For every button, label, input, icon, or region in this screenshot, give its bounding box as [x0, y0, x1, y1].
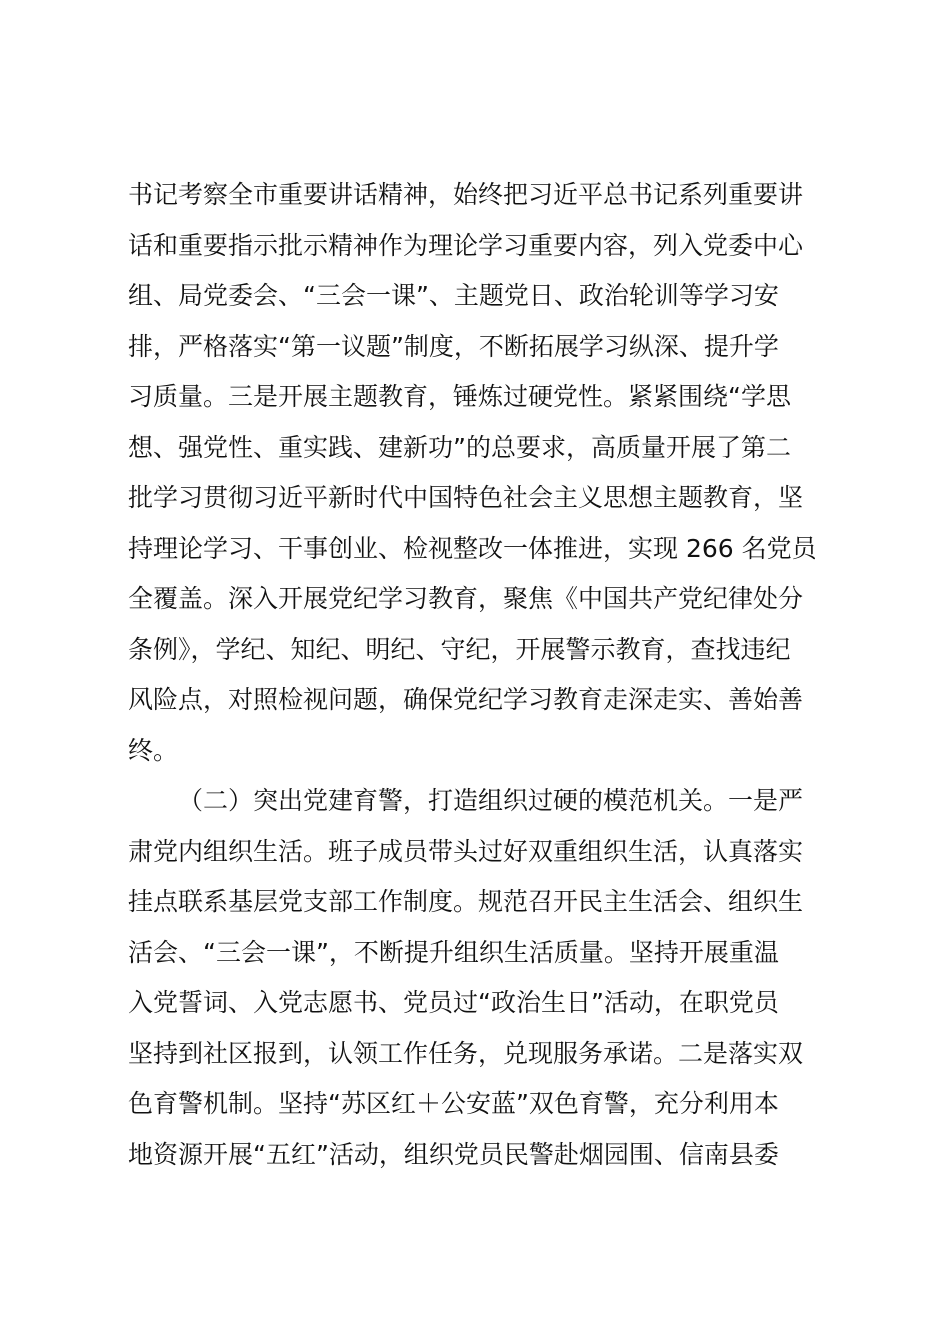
document-body — [128, 170, 833, 1180]
text-line: 肃党内组织生活。班子成员带头过好双重组织生活，认真落实 — [128, 836, 804, 866]
text-line: 条例》，学纪、知纪、明纪、守纪，开展警示教育，查找违纪 — [128, 634, 791, 664]
section-heading-line: （二）突出党建育警，打造组织过硬的模范机关。一是严 — [178, 786, 804, 815]
text-line: 排，严格落实“第一议题”制度，不断拓展学习纵深、提升学 — [128, 331, 779, 361]
text-line: 持理论学习、干事创业、检视整改一体推进，实现 266 名党员 — [128, 533, 817, 563]
text-line: 活会、“三会一课”，不断提升组织生活质量。坚持开展重温 — [128, 937, 779, 967]
text-line: 想、强党性、重实践、建新功”的总要求，高质量开展了第二 — [128, 432, 791, 462]
text-line: 全覆盖。深入开展党纪学习教育，聚焦《中国共产党纪律处分 — [128, 584, 804, 613]
text-line: 终。 — [128, 735, 179, 765]
text-line: 地资源开展“五红”活动，组织党员民警赴烟园围、信南县委 — [128, 1139, 779, 1169]
text-line: 习质量。三是开展主题教育，锤炼过硬党性。紧紧围绕“学思 — [128, 382, 791, 411]
text-line: 话和重要指示批示精神作为理论学习重要内容，列入党委中心 — [128, 230, 804, 260]
text-line: 风险点，对照检视问题，确保党纪学习教育走深走实、善始善 — [128, 685, 804, 714]
text-line: 坚持到社区报到，认领工作任务，兑现服务承诺。二是落实双 — [128, 1038, 804, 1068]
text-line: 挂点联系基层党支部工作制度。规范召开民主生活会、组织生 — [128, 887, 804, 916]
text-line: 组、局党委会、“三会一课”、主题党日、政治轮训等学习安 — [128, 281, 779, 310]
text-line: 入党誓词、入党志愿书、党员过“政治生日”活动，在职党员 — [128, 988, 779, 1017]
text-line: 书记考察全市重要讲话精神，始终把习近平总书记系列重要讲 — [128, 180, 804, 209]
text-line: 批学习贯彻习近平新时代中国特色社会主义思想主题教育，坚 — [128, 483, 804, 512]
text-line: 色育警机制。坚持“苏区红＋公安蓝”双色育警，充分利用本 — [128, 1089, 779, 1118]
